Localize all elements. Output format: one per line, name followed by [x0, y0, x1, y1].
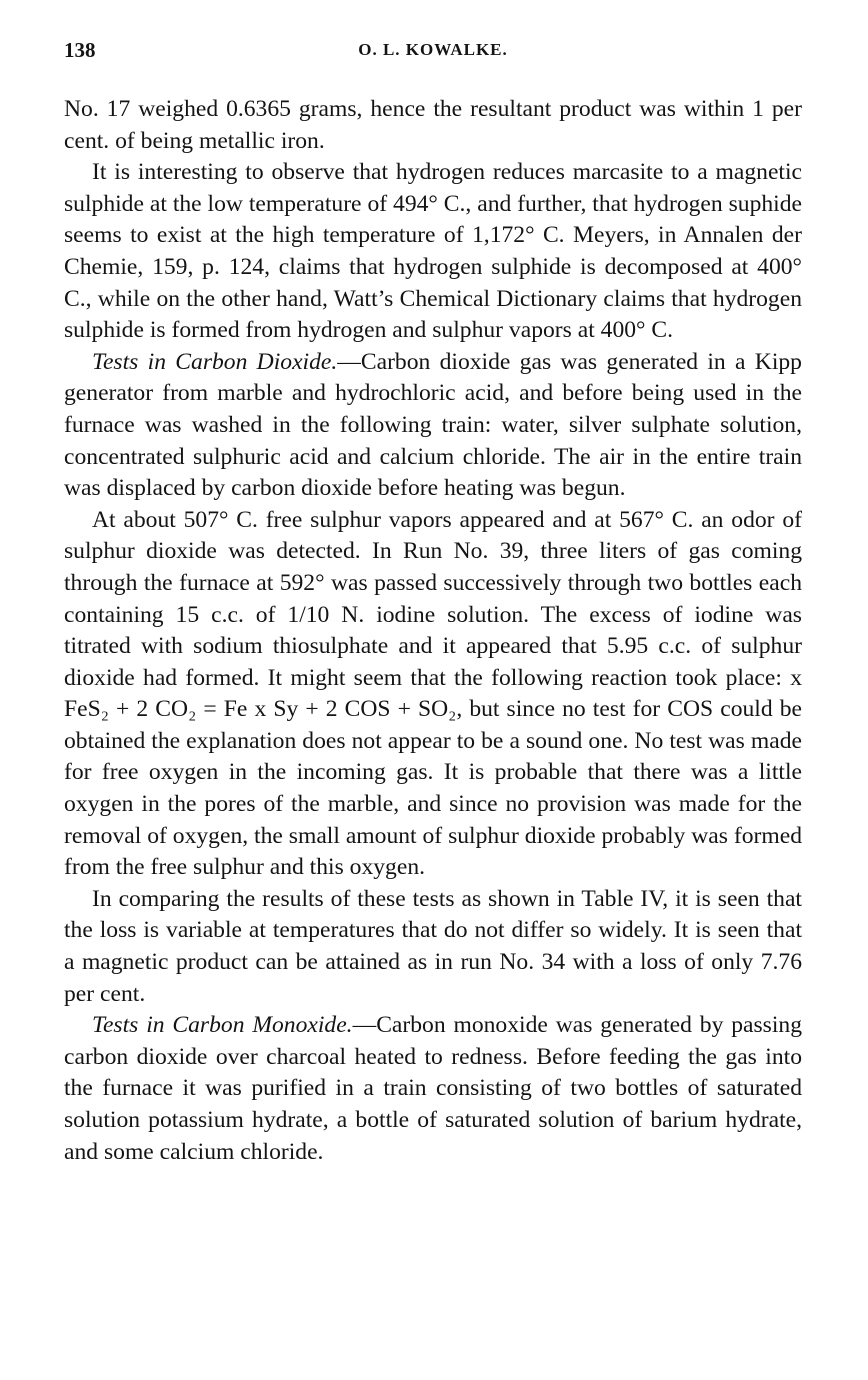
paragraph-carbon-dioxide-tests — [64, 347, 802, 505]
paragraph-carbon-monoxide-tests — [64, 1010, 802, 1168]
paragraph-text: In comparing the results of these tests as shown in Table IV, it is seen that the loss is variable at temperatures that do not differ so widely. It is seen that a magnetic product can be attained as in run No. 34 with a loss of only 7.76 per cent. — [64, 885, 802, 1007]
body-text — [64, 94, 802, 1168]
paragraph-text: At about 507° C. free sulphur vapors appeared and at 567° C. an odor of sulphur dioxide was detected. In Run No. 39, three liters of gas coming through the furnace at 592° was passed successively through two bottles each containing 15 c.c. of 1/10 N. iodine solution. The excess of iodine was titrated with sodium thiosulphate and it appeared that 5.95 c.c. of sulphur dioxide had formed. It might seem that the following reaction took place: x FeS₂ + 2 CO₂ = Fe x Sy + 2 COS + SO₂, but since no test for COS could be obtained the explanation does not appear to be a sound one. No test was made for free oxygen in the incoming gas. It is probable that there was a little oxygen in the pores of the marble, and since no provision was made for the removal of oxygen, the small amount of sulphur dioxide probably was formed from the free sulphur and this oxygen. — [64, 506, 802, 881]
paragraph-sulphur-dioxide-results — [64, 505, 802, 884]
paragraph-comparison — [64, 884, 802, 1010]
page-header — [64, 38, 802, 78]
paragraph-text: No. 17 weighed 0.6365 grams, hence the resultant product was within 1 per cent. of being metallic iron. — [64, 96, 802, 154]
section-lead-in: Tests in Carbon Monoxide. — [92, 1012, 353, 1039]
book-page — [64, 38, 802, 1168]
paragraph-hydrogen-observations — [64, 157, 802, 347]
paragraph-text: —Carbon dioxide gas was generated in a Kipp generator from marble and hydrochloric acid, and before being used in the furnace was washed in the following train: water, silver sulphate solution, concentrated sulphuric acid and calcium chloride. The air in the entire train was displaced by carbon dioxide before heating was begun. — [64, 348, 802, 502]
running-head: O. L. KOWALKE. — [358, 40, 508, 59]
paragraph-text: —Carbon monoxide was generated by passing carbon dioxide over charcoal heated to redness. Before feeding the gas into the furnace it was purified in a train consisting of two bottles of saturated solution potassium hydrate, a bottle of saturated solution of barium hydrate, and some calcium chloride. — [64, 1012, 802, 1165]
section-lead-in: Tests in Carbon Dioxide. — [92, 348, 338, 375]
page-number: 138 — [64, 38, 96, 62]
paragraph-continuation — [64, 94, 802, 157]
paragraph-text: It is interesting to observe that hydrogen reduces marcasite to a magnetic sulphide at the low temperature of 494° C., and further, that hydrogen suphide seems to exist at the high temperature of 1,172° C. Meyers, in Annalen der Chemie, 159, p. 124, claims that hydrogen sulphide is decomposed at 400° C., while on the other hand, Watt’s Chemical Dictionary claims that hydrogen sulphide is formed from hydrogen and sulphur vapors at 400° C. — [64, 159, 802, 344]
